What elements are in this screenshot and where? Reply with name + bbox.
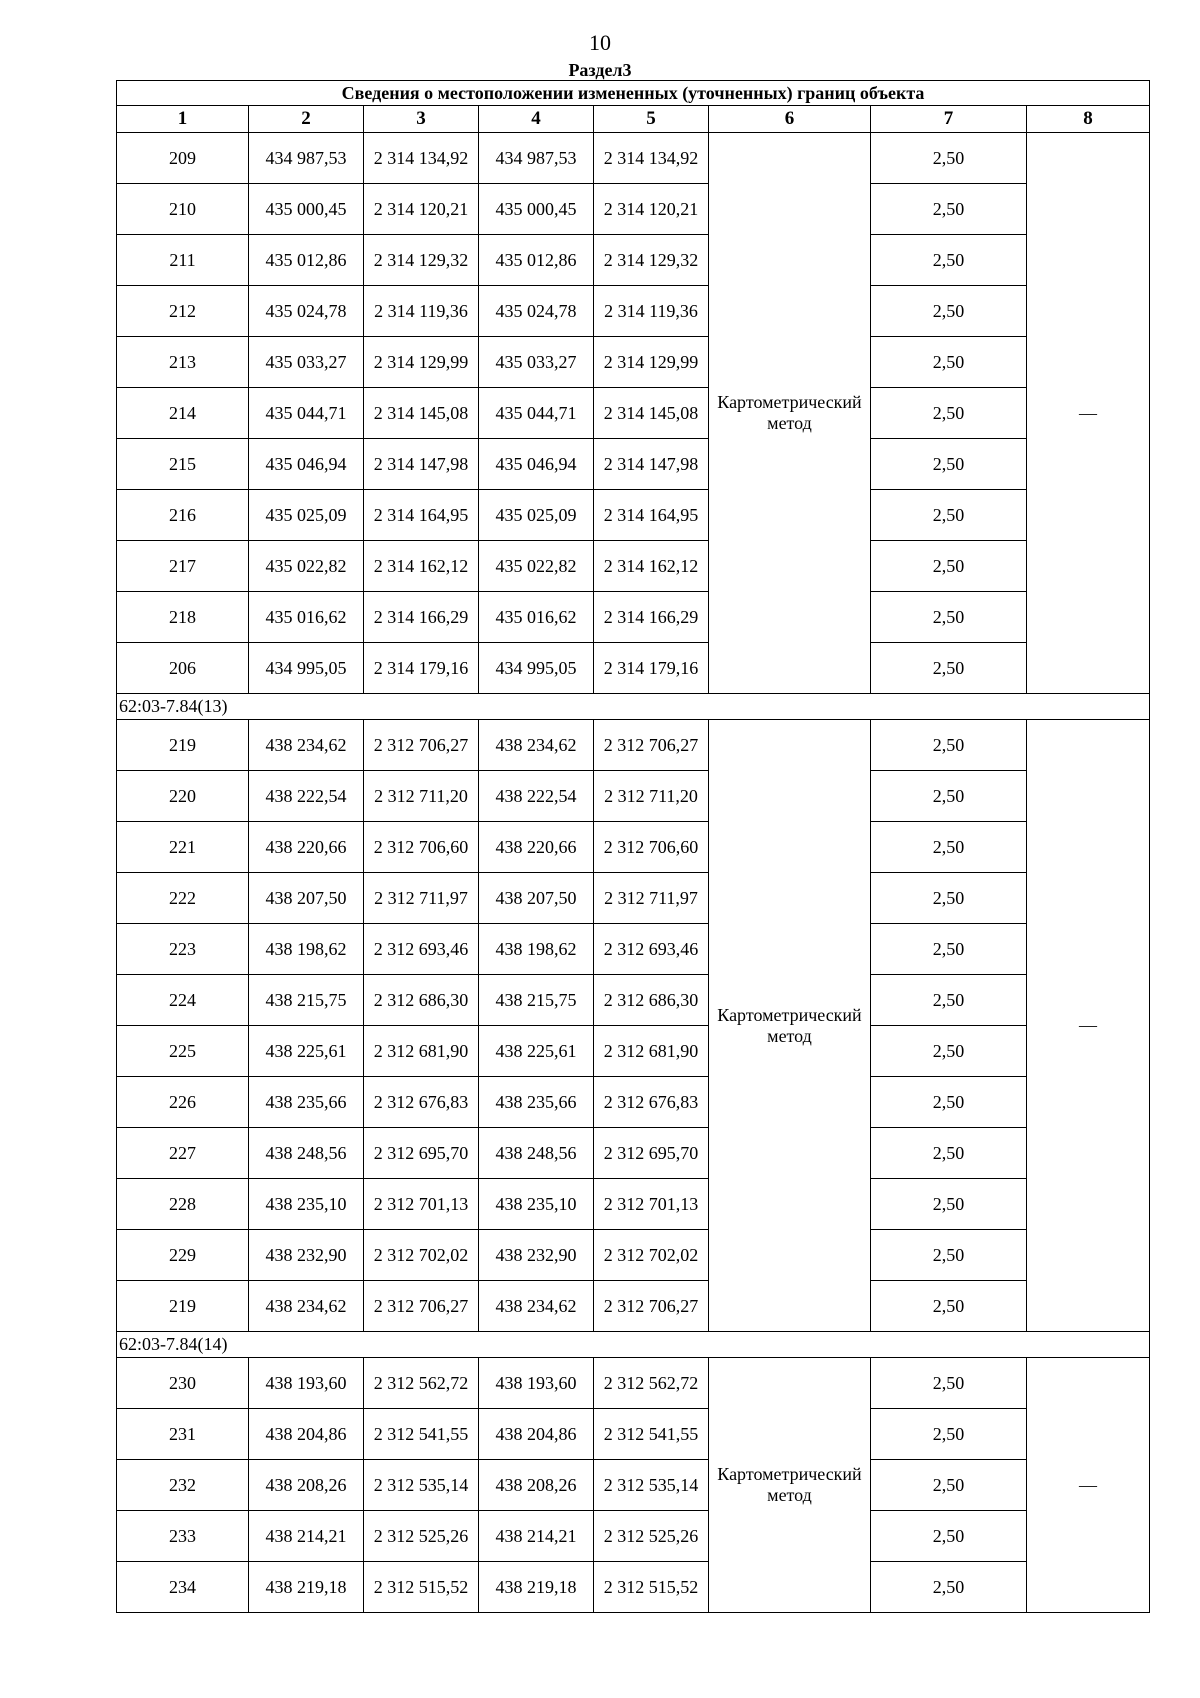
x-existing-cell: 438 234,62 — [249, 1281, 364, 1332]
column-header-6: 6 — [709, 106, 871, 133]
x-existing-cell: 438 207,50 — [249, 873, 364, 924]
column-header-3: 3 — [364, 106, 479, 133]
table-row — [117, 133, 1150, 184]
y-new-cell: 2 312 681,90 — [594, 1026, 709, 1077]
y-existing-cell: 2 312 711,97 — [364, 873, 479, 924]
accuracy-cell: 2,50 — [871, 1409, 1027, 1460]
x-new-cell: 435 022,82 — [479, 541, 594, 592]
x-existing-cell: 435 025,09 — [249, 490, 364, 541]
table-row — [117, 822, 1150, 873]
point-number-cell: 210 — [117, 184, 249, 235]
table-row — [117, 1179, 1150, 1230]
y-new-cell: 2 314 164,95 — [594, 490, 709, 541]
accuracy-cell: 2,50 — [871, 771, 1027, 822]
x-existing-cell: 434 995,05 — [249, 643, 364, 694]
accuracy-cell: 2,50 — [871, 1460, 1027, 1511]
x-new-cell: 434 995,05 — [479, 643, 594, 694]
point-number-cell: 223 — [117, 924, 249, 975]
y-new-cell: 2 312 706,27 — [594, 720, 709, 771]
point-number-cell: 209 — [117, 133, 249, 184]
accuracy-cell: 2,50 — [871, 133, 1027, 184]
x-existing-cell: 438 235,10 — [249, 1179, 364, 1230]
table-row — [117, 1358, 1150, 1409]
point-number-cell: 222 — [117, 873, 249, 924]
x-new-cell: 438 234,62 — [479, 720, 594, 771]
x-new-cell: 438 219,18 — [479, 1562, 594, 1613]
x-existing-cell: 438 235,66 — [249, 1077, 364, 1128]
accuracy-cell: 2,50 — [871, 592, 1027, 643]
y-new-cell: 2 312 702,02 — [594, 1230, 709, 1281]
x-existing-cell: 438 208,26 — [249, 1460, 364, 1511]
accuracy-cell: 2,50 — [871, 924, 1027, 975]
column-header-row — [117, 106, 1150, 133]
x-new-cell: 438 193,60 — [479, 1358, 594, 1409]
point-number-cell: 218 — [117, 592, 249, 643]
x-existing-cell: 438 220,66 — [249, 822, 364, 873]
y-existing-cell: 2 312 706,60 — [364, 822, 479, 873]
table-row — [117, 337, 1150, 388]
x-new-cell: 435 024,78 — [479, 286, 594, 337]
accuracy-cell: 2,50 — [871, 337, 1027, 388]
y-new-cell: 2 314 166,29 — [594, 592, 709, 643]
accuracy-cell: 2,50 — [871, 388, 1027, 439]
x-existing-cell: 438 215,75 — [249, 975, 364, 1026]
group-row — [117, 694, 1150, 720]
y-existing-cell: 2 314 179,16 — [364, 643, 479, 694]
y-new-cell: 2 314 162,12 — [594, 541, 709, 592]
y-existing-cell: 2 314 129,32 — [364, 235, 479, 286]
column-header-5: 5 — [594, 106, 709, 133]
section-title: Раздел3 — [568, 60, 632, 80]
y-new-cell: 2 312 562,72 — [594, 1358, 709, 1409]
accuracy-cell: 2,50 — [871, 1179, 1027, 1230]
x-existing-cell: 435 044,71 — [249, 388, 364, 439]
x-existing-cell: 435 016,62 — [249, 592, 364, 643]
column-header-7: 7 — [871, 106, 1027, 133]
accuracy-cell: 2,50 — [871, 1077, 1027, 1128]
point-number-cell: 232 — [117, 1460, 249, 1511]
x-existing-cell: 438 219,18 — [249, 1562, 364, 1613]
point-number-cell: 216 — [117, 490, 249, 541]
x-new-cell: 438 204,86 — [479, 1409, 594, 1460]
y-existing-cell: 2 312 515,52 — [364, 1562, 479, 1613]
method-cell: Картометрический метод — [709, 720, 871, 1332]
column-header-4: 4 — [479, 106, 594, 133]
y-existing-cell: 2 314 129,99 — [364, 337, 479, 388]
table-row — [117, 184, 1150, 235]
point-number-cell: 228 — [117, 1179, 249, 1230]
accuracy-cell: 2,50 — [871, 1230, 1027, 1281]
table-row — [117, 235, 1150, 286]
accuracy-cell: 2,50 — [871, 1128, 1027, 1179]
table-row — [117, 975, 1150, 1026]
table-row — [117, 771, 1150, 822]
table-row — [117, 1409, 1150, 1460]
y-existing-cell: 2 312 695,70 — [364, 1128, 479, 1179]
x-new-cell: 438 198,62 — [479, 924, 594, 975]
y-new-cell: 2 312 706,60 — [594, 822, 709, 873]
table-row — [117, 541, 1150, 592]
column-header-2: 2 — [249, 106, 364, 133]
point-number-cell: 230 — [117, 1358, 249, 1409]
y-existing-cell: 2 312 676,83 — [364, 1077, 479, 1128]
table-row — [117, 1562, 1150, 1613]
x-existing-cell: 438 234,62 — [249, 720, 364, 771]
x-existing-cell: 438 204,86 — [249, 1409, 364, 1460]
x-new-cell: 438 215,75 — [479, 975, 594, 1026]
x-new-cell: 438 232,90 — [479, 1230, 594, 1281]
point-number-cell: 213 — [117, 337, 249, 388]
y-existing-cell: 2 312 701,13 — [364, 1179, 479, 1230]
y-existing-cell: 2 312 541,55 — [364, 1409, 479, 1460]
point-number-cell: 211 — [117, 235, 249, 286]
table-row — [117, 1460, 1150, 1511]
x-new-cell: 438 234,62 — [479, 1281, 594, 1332]
table-row — [117, 924, 1150, 975]
table-row — [117, 1230, 1150, 1281]
table-row — [117, 1128, 1150, 1179]
point-number-cell: 227 — [117, 1128, 249, 1179]
column-header-1: 1 — [117, 106, 249, 133]
point-number-cell: 217 — [117, 541, 249, 592]
y-new-cell: 2 314 120,21 — [594, 184, 709, 235]
x-new-cell: 438 235,10 — [479, 1179, 594, 1230]
x-existing-cell: 438 248,56 — [249, 1128, 364, 1179]
point-number-cell: 224 — [117, 975, 249, 1026]
x-new-cell: 435 046,94 — [479, 439, 594, 490]
y-new-cell: 2 312 535,14 — [594, 1460, 709, 1511]
x-existing-cell: 438 232,90 — [249, 1230, 364, 1281]
y-new-cell: 2 314 134,92 — [594, 133, 709, 184]
accuracy-cell: 2,50 — [871, 1511, 1027, 1562]
y-new-cell: 2 314 179,16 — [594, 643, 709, 694]
accuracy-cell: 2,50 — [871, 541, 1027, 592]
y-existing-cell: 2 312 706,27 — [364, 1281, 479, 1332]
x-existing-cell: 435 022,82 — [249, 541, 364, 592]
y-existing-cell: 2 314 145,08 — [364, 388, 479, 439]
y-existing-cell: 2 314 120,21 — [364, 184, 479, 235]
table-row — [117, 439, 1150, 490]
x-new-cell: 435 025,09 — [479, 490, 594, 541]
y-new-cell: 2 312 686,30 — [594, 975, 709, 1026]
x-new-cell: 438 207,50 — [479, 873, 594, 924]
group-row — [117, 1332, 1150, 1358]
x-new-cell: 435 016,62 — [479, 592, 594, 643]
x-new-cell: 438 220,66 — [479, 822, 594, 873]
y-existing-cell: 2 312 535,14 — [364, 1460, 479, 1511]
accuracy-cell: 2,50 — [871, 643, 1027, 694]
point-number-cell: 221 — [117, 822, 249, 873]
table-row — [117, 873, 1150, 924]
x-new-cell: 438 248,56 — [479, 1128, 594, 1179]
y-existing-cell: 2 312 693,46 — [364, 924, 479, 975]
x-existing-cell: 435 033,27 — [249, 337, 364, 388]
y-new-cell: 2 314 145,08 — [594, 388, 709, 439]
y-new-cell: 2 312 541,55 — [594, 1409, 709, 1460]
x-new-cell: 434 987,53 — [479, 133, 594, 184]
point-number-cell: 220 — [117, 771, 249, 822]
table-row — [117, 1281, 1150, 1332]
x-existing-cell: 438 222,54 — [249, 771, 364, 822]
y-existing-cell: 2 312 702,02 — [364, 1230, 479, 1281]
y-new-cell: 2 312 711,20 — [594, 771, 709, 822]
note-cell: — — [1027, 1358, 1150, 1613]
table-row — [117, 286, 1150, 337]
accuracy-cell: 2,50 — [871, 490, 1027, 541]
x-existing-cell: 438 214,21 — [249, 1511, 364, 1562]
y-existing-cell: 2 314 166,29 — [364, 592, 479, 643]
y-new-cell: 2 312 701,13 — [594, 1179, 709, 1230]
accuracy-cell: 2,50 — [871, 720, 1027, 771]
point-number-cell: 226 — [117, 1077, 249, 1128]
y-existing-cell: 2 312 681,90 — [364, 1026, 479, 1077]
y-existing-cell: 2 314 162,12 — [364, 541, 479, 592]
table-row — [117, 1077, 1150, 1128]
y-existing-cell: 2 314 119,36 — [364, 286, 479, 337]
y-new-cell: 2 314 129,32 — [594, 235, 709, 286]
accuracy-cell: 2,50 — [871, 1026, 1027, 1077]
group-label: 62:03-7.84(14) — [117, 1332, 1150, 1358]
x-existing-cell: 435 000,45 — [249, 184, 364, 235]
accuracy-cell: 2,50 — [871, 235, 1027, 286]
x-new-cell: 438 225,61 — [479, 1026, 594, 1077]
point-number-cell: 206 — [117, 643, 249, 694]
y-existing-cell: 2 312 562,72 — [364, 1358, 479, 1409]
accuracy-cell: 2,50 — [871, 286, 1027, 337]
x-existing-cell: 435 012,86 — [249, 235, 364, 286]
accuracy-cell: 2,50 — [871, 975, 1027, 1026]
table-row — [117, 490, 1150, 541]
x-new-cell: 435 033,27 — [479, 337, 594, 388]
y-new-cell: 2 312 693,46 — [594, 924, 709, 975]
point-number-cell: 219 — [117, 1281, 249, 1332]
y-existing-cell: 2 312 711,20 — [364, 771, 479, 822]
accuracy-cell: 2,50 — [871, 873, 1027, 924]
x-existing-cell: 435 046,94 — [249, 439, 364, 490]
point-number-cell: 212 — [117, 286, 249, 337]
method-cell: Картометрический метод — [709, 133, 871, 694]
method-cell: Картометрический метод — [709, 1358, 871, 1613]
boundary-coordinates-table — [116, 80, 1150, 1613]
x-existing-cell: 438 193,60 — [249, 1358, 364, 1409]
accuracy-cell: 2,50 — [871, 439, 1027, 490]
table-row — [117, 720, 1150, 771]
note-cell: — — [1027, 133, 1150, 694]
point-number-cell: 231 — [117, 1409, 249, 1460]
accuracy-cell: 2,50 — [871, 1281, 1027, 1332]
note-cell: — — [1027, 720, 1150, 1332]
point-number-cell: 225 — [117, 1026, 249, 1077]
accuracy-cell: 2,50 — [871, 1358, 1027, 1409]
table-row — [117, 592, 1150, 643]
y-existing-cell: 2 312 686,30 — [364, 975, 479, 1026]
x-existing-cell: 438 225,61 — [249, 1026, 364, 1077]
table-row — [117, 1511, 1150, 1562]
x-new-cell: 438 235,66 — [479, 1077, 594, 1128]
x-new-cell: 438 208,26 — [479, 1460, 594, 1511]
x-new-cell: 435 044,71 — [479, 388, 594, 439]
accuracy-cell: 2,50 — [871, 184, 1027, 235]
table-row — [117, 1026, 1150, 1077]
y-new-cell: 2 312 525,26 — [594, 1511, 709, 1562]
y-new-cell: 2 312 515,52 — [594, 1562, 709, 1613]
table-caption: Сведения о местоположении измененных (уточненных) границ объекта — [117, 81, 1150, 106]
y-new-cell: 2 314 147,98 — [594, 439, 709, 490]
y-new-cell: 2 312 676,83 — [594, 1077, 709, 1128]
y-existing-cell: 2 314 164,95 — [364, 490, 479, 541]
y-new-cell: 2 314 129,99 — [594, 337, 709, 388]
y-existing-cell: 2 314 147,98 — [364, 439, 479, 490]
page-number: 10 — [589, 30, 611, 55]
accuracy-cell: 2,50 — [871, 822, 1027, 873]
table-row — [117, 388, 1150, 439]
point-number-cell: 234 — [117, 1562, 249, 1613]
x-new-cell: 438 214,21 — [479, 1511, 594, 1562]
point-number-cell: 214 — [117, 388, 249, 439]
x-new-cell: 435 000,45 — [479, 184, 594, 235]
point-number-cell: 229 — [117, 1230, 249, 1281]
group-label: 62:03-7.84(13) — [117, 694, 1150, 720]
point-number-cell: 233 — [117, 1511, 249, 1562]
y-new-cell: 2 312 706,27 — [594, 1281, 709, 1332]
x-new-cell: 435 012,86 — [479, 235, 594, 286]
column-header-8: 8 — [1027, 106, 1150, 133]
y-new-cell: 2 312 695,70 — [594, 1128, 709, 1179]
y-new-cell: 2 314 119,36 — [594, 286, 709, 337]
y-new-cell: 2 312 711,97 — [594, 873, 709, 924]
y-existing-cell: 2 314 134,92 — [364, 133, 479, 184]
accuracy-cell: 2,50 — [871, 1562, 1027, 1613]
x-existing-cell: 435 024,78 — [249, 286, 364, 337]
x-existing-cell: 438 198,62 — [249, 924, 364, 975]
x-existing-cell: 434 987,53 — [249, 133, 364, 184]
table-row — [117, 643, 1150, 694]
x-new-cell: 438 222,54 — [479, 771, 594, 822]
point-number-cell: 219 — [117, 720, 249, 771]
y-existing-cell: 2 312 525,26 — [364, 1511, 479, 1562]
y-existing-cell: 2 312 706,27 — [364, 720, 479, 771]
point-number-cell: 215 — [117, 439, 249, 490]
